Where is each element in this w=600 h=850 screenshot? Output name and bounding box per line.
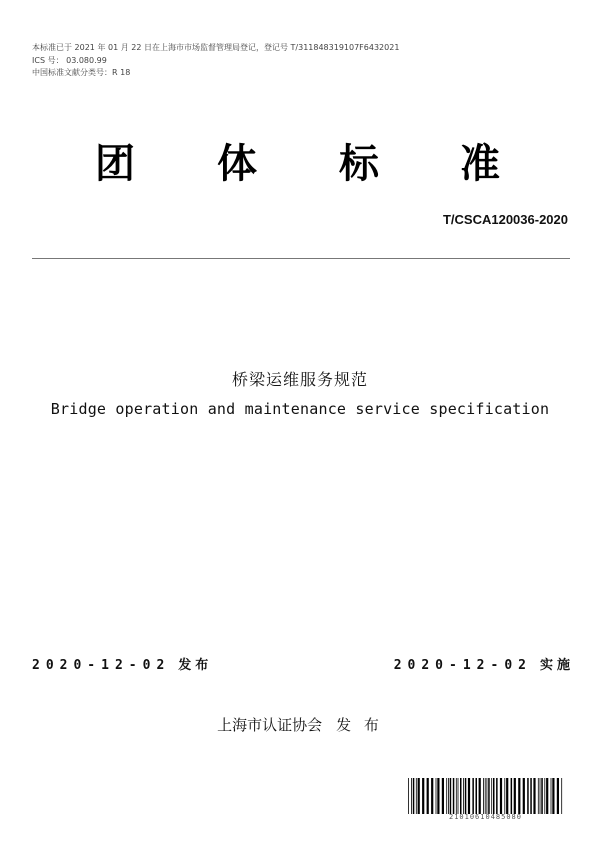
- implement-date-line: [394, 654, 574, 673]
- barcode-bar: [460, 778, 462, 814]
- issue-date: 2020-12-02: [32, 658, 171, 673]
- barcode-bar: [448, 778, 449, 814]
- implement-date: 2020-12-02: [393, 658, 532, 673]
- barcode-bar: [456, 778, 457, 814]
- barcode-bar: [544, 778, 545, 814]
- barcode-bar: [408, 778, 409, 814]
- barcode-bar: [493, 778, 495, 814]
- barcode-bar: [418, 778, 420, 814]
- document-type-heading: [0, 132, 600, 187]
- barcode-bar: [427, 778, 429, 814]
- classification-number: 中国标准文献分类号：R 18: [32, 68, 131, 77]
- heading-char: 体: [217, 141, 257, 187]
- publisher-name: 上海市认证协会: [217, 716, 323, 734]
- barcode-bar: [541, 778, 543, 814]
- barcode-bar: [514, 778, 516, 814]
- barcode-bar: [479, 778, 481, 814]
- barcode-bar: [491, 778, 492, 814]
- publisher-line: [0, 714, 600, 735]
- barcode-bar: [468, 778, 470, 814]
- barcode-bar: [413, 778, 415, 814]
- heading-char: 准: [460, 141, 500, 187]
- barcode-bar: [436, 778, 437, 814]
- implement-label: 实施: [539, 658, 574, 673]
- barcode-bar: [458, 778, 459, 814]
- barcode-bar: [453, 778, 455, 814]
- barcode-image: [408, 778, 563, 814]
- barcode-bar: [476, 778, 478, 814]
- publisher-label: 发 布: [336, 716, 383, 734]
- registration-info: [32, 42, 399, 80]
- divider: [32, 258, 570, 259]
- standard-number: T/CSCA120036-2020: [442, 212, 568, 227]
- barcode-number: 2101061​0485080: [448, 813, 522, 821]
- registration-line: 本标准已于 2021 年 01 月 22 日在上海市市场监督管理局登记，登记号 T/3118483191​07F6432021: [32, 43, 400, 52]
- barcode-bar: [552, 778, 554, 814]
- barcode-bar: [561, 778, 562, 814]
- barcode-bar: [557, 778, 559, 814]
- barcode-bar: [431, 778, 433, 814]
- barcode-bar: [511, 778, 512, 814]
- barcode-bar: [500, 778, 502, 814]
- barcode-bar: [450, 778, 452, 814]
- barcode-bar: [416, 778, 417, 814]
- barcode-bar: [442, 778, 444, 814]
- barcode-bar: [527, 778, 529, 814]
- title-chinese: 桥梁运维服务规范: [231, 370, 368, 389]
- barcode-bar: [504, 778, 505, 814]
- barcode-bar: [551, 778, 552, 814]
- barcode-bar: [472, 778, 474, 814]
- barcode-bar: [411, 778, 412, 814]
- issue-date-line: [32, 654, 212, 673]
- barcode-bar: [533, 778, 535, 814]
- barcode-bar: [437, 778, 439, 814]
- barcode-bar: [538, 778, 539, 814]
- barcode-bar: [465, 778, 467, 814]
- heading-char: 标: [339, 141, 379, 187]
- barcode-bar: [487, 778, 488, 814]
- barcode-bar: [496, 778, 498, 814]
- barcode-bar: [518, 778, 520, 814]
- issue-label: 发布: [178, 658, 213, 673]
- barcode-bar: [485, 778, 486, 814]
- barcode-bar: [483, 778, 484, 814]
- barcode-bar: [530, 778, 532, 814]
- barcode-bar: [523, 778, 525, 814]
- title-english: Bridge operation and maintenance service specification: [50, 400, 550, 418]
- barcode-bar: [422, 778, 424, 814]
- barcode-bar: [540, 778, 541, 814]
- ics-number: ICS 号： 03.080.99: [32, 55, 107, 65]
- barcode-bar: [463, 778, 464, 814]
- heading-char: 团: [95, 141, 135, 187]
- barcode-bar: [488, 778, 490, 814]
- barcode-bar: [446, 778, 447, 814]
- barcode-bar: [546, 778, 548, 814]
- barcode-bar: [506, 778, 508, 814]
